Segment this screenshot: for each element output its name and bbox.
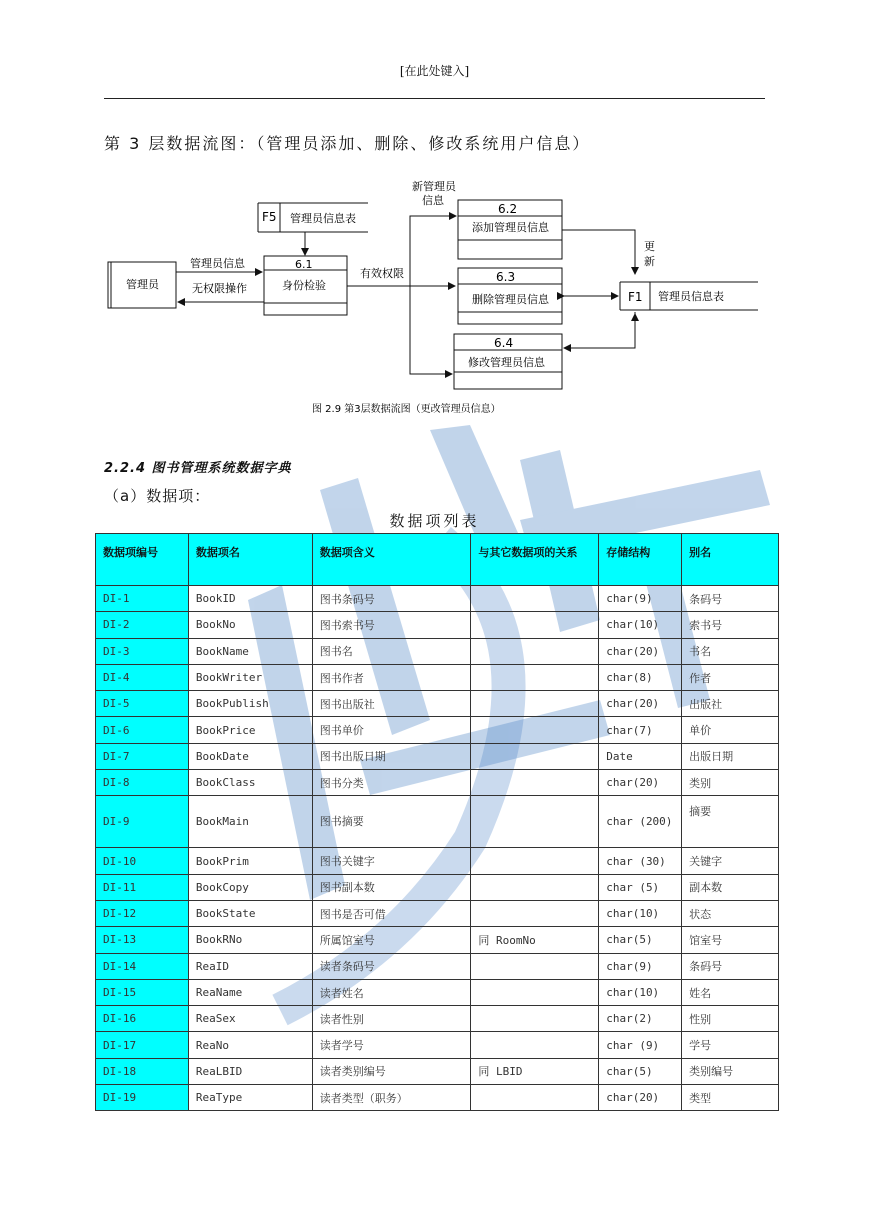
table-cell: char (200) — [599, 796, 682, 848]
table-cell: 图书索书号 — [312, 612, 471, 638]
table-cell: 类型 — [682, 1085, 779, 1111]
table-row — [96, 612, 779, 638]
table-cell: BookPrice — [188, 717, 312, 743]
table-row — [96, 979, 779, 1005]
table-cell — [471, 874, 599, 900]
svg-text:管理员信息表: 管理员信息表 — [290, 212, 356, 225]
table-cell: DI-6 — [96, 717, 189, 743]
table-cell: ReaSex — [188, 1006, 312, 1032]
table-row — [96, 1058, 779, 1084]
table-cell — [471, 1032, 599, 1058]
table-cell: 读者姓名 — [312, 979, 471, 1005]
table-cell: BookCopy — [188, 874, 312, 900]
table-cell: char(20) — [599, 638, 682, 664]
table-cell: DI-5 — [96, 691, 189, 717]
table-cell: 条码号 — [682, 586, 779, 612]
svg-text:管理员信息表: 管理员信息表 — [658, 290, 724, 303]
flow-new-admin-line2: 信息 — [422, 194, 444, 207]
table-cell: 图书关键字 — [312, 848, 471, 874]
table-row — [96, 664, 779, 690]
table-cell: 索书号 — [682, 612, 779, 638]
process-6-2 — [458, 200, 562, 259]
table-row — [96, 874, 779, 900]
table-cell: 作者 — [682, 664, 779, 690]
table-cell: 图书单价 — [312, 717, 471, 743]
table-cell: 所属馆室号 — [312, 927, 471, 953]
table-cell: DI-2 — [96, 612, 189, 638]
table-cell: 条码号 — [682, 953, 779, 979]
table-row — [96, 691, 779, 717]
table-row — [96, 638, 779, 664]
column-header: 数据项名 — [188, 534, 312, 586]
table-cell: DI-13 — [96, 927, 189, 953]
svg-text:删除管理员信息: 删除管理员信息 — [472, 293, 549, 306]
table-cell — [471, 770, 599, 796]
table-cell — [471, 586, 599, 612]
table-cell: char (9) — [599, 1032, 682, 1058]
table-cell: DI-11 — [96, 874, 189, 900]
column-header: 与其它数据项的关系 — [471, 534, 599, 586]
data-flow-diagram — [90, 170, 780, 425]
table-row — [96, 900, 779, 926]
table-cell: DI-15 — [96, 979, 189, 1005]
table-cell — [471, 664, 599, 690]
table-row — [96, 586, 779, 612]
table-cell: 姓名 — [682, 979, 779, 1005]
table-cell: BookDate — [188, 743, 312, 769]
table-cell: 图书摘要 — [312, 796, 471, 848]
table-cell: DI-16 — [96, 1006, 189, 1032]
table-cell: 摘要 — [682, 796, 779, 848]
table-cell: 关键字 — [682, 848, 779, 874]
table-row — [96, 1006, 779, 1032]
table-cell: DI-17 — [96, 1032, 189, 1058]
table-cell — [471, 717, 599, 743]
external-entity-admin — [108, 262, 176, 308]
table-cell: 出版社 — [682, 691, 779, 717]
svg-text:6.4: 6.4 — [494, 336, 514, 350]
table-cell: 读者类型（职务） — [312, 1085, 471, 1111]
flow-new-admin-line1: 新管理员 — [412, 180, 456, 193]
table-caption: 数据项列表 — [389, 512, 480, 530]
table-cell: 图书名 — [312, 638, 471, 664]
table-cell: DI-19 — [96, 1085, 189, 1111]
table-cell: char(10) — [599, 612, 682, 638]
table-cell: char(10) — [599, 900, 682, 926]
table-cell: BookPublish — [188, 691, 312, 717]
table-cell — [471, 979, 599, 1005]
flow-valid-permission: 有效权限 — [360, 267, 404, 280]
table-cell: char(8) — [599, 664, 682, 690]
table-cell: 读者类别编号 — [312, 1058, 471, 1084]
table-cell: char(7) — [599, 717, 682, 743]
table-cell — [471, 1006, 599, 1032]
table-cell: char(20) — [599, 691, 682, 717]
table-cell — [471, 796, 599, 848]
item-label: （a）数据项： — [104, 487, 211, 505]
table-cell: BookPrim — [188, 848, 312, 874]
table-cell: char(20) — [599, 1085, 682, 1111]
diagram-caption: 图 2.9 第3层数据流图（更改管理员信息） — [312, 404, 501, 415]
column-header: 数据项含义 — [312, 534, 471, 586]
table-cell: 读者学号 — [312, 1032, 471, 1058]
table-cell: ReaNo — [188, 1032, 312, 1058]
table-cell: 书名 — [682, 638, 779, 664]
flow-update-line1: 更 — [644, 240, 655, 253]
table-header-row — [96, 534, 779, 586]
table-row — [96, 927, 779, 953]
column-header: 存储结构 — [599, 534, 682, 586]
table-cell: 图书分类 — [312, 770, 471, 796]
table-cell: DI-9 — [96, 796, 189, 848]
svg-text:F1: F1 — [628, 290, 643, 304]
data-dictionary-table — [95, 533, 779, 1111]
table-cell: 类别 — [682, 770, 779, 796]
table-cell — [471, 848, 599, 874]
table-cell: DI-1 — [96, 586, 189, 612]
table-cell: 读者性别 — [312, 1006, 471, 1032]
table-cell: 图书条码号 — [312, 586, 471, 612]
table-row — [96, 1085, 779, 1111]
table-cell: BookNo — [188, 612, 312, 638]
table-cell — [471, 691, 599, 717]
table-cell: char(20) — [599, 770, 682, 796]
entity-label: 管理员 — [126, 278, 159, 291]
table-cell: BookState — [188, 900, 312, 926]
table-cell: DI-7 — [96, 743, 189, 769]
table-cell — [471, 953, 599, 979]
table-cell: char(5) — [599, 927, 682, 953]
process-6-1 — [264, 256, 347, 315]
table-cell: DI-4 — [96, 664, 189, 690]
sub-heading: 2.2.4 图书管理系统数据字典 — [104, 461, 292, 476]
table-row — [96, 796, 779, 848]
table-cell: 类别编号 — [682, 1058, 779, 1084]
table-cell: BookRNo — [188, 927, 312, 953]
table-cell: 图书出版日期 — [312, 743, 471, 769]
table-cell: BookName — [188, 638, 312, 664]
table-cell — [471, 1085, 599, 1111]
svg-text:6.2: 6.2 — [498, 202, 518, 216]
table-cell: 图书副本数 — [312, 874, 471, 900]
table-cell: 同 RoomNo — [471, 927, 599, 953]
table-cell: char(9) — [599, 586, 682, 612]
page-header: [在此处键入] — [399, 64, 470, 78]
table-cell: char (5) — [599, 874, 682, 900]
table-cell: DI-8 — [96, 770, 189, 796]
table-cell — [471, 743, 599, 769]
table-cell: 图书出版社 — [312, 691, 471, 717]
flow-update-line2: 新 — [644, 255, 655, 268]
table-cell: char(2) — [599, 1006, 682, 1032]
table-cell: Date — [599, 743, 682, 769]
column-header: 别名 — [682, 534, 779, 586]
data-store-f5 — [258, 203, 368, 232]
table-cell: 状态 — [682, 900, 779, 926]
table-cell: DI-10 — [96, 848, 189, 874]
header-rule — [104, 98, 765, 99]
table-cell: BookClass — [188, 770, 312, 796]
table-cell: 学号 — [682, 1032, 779, 1058]
svg-text:6.1: 6.1 — [295, 258, 313, 271]
table-row — [96, 743, 779, 769]
table-cell: ReaID — [188, 953, 312, 979]
table-row — [96, 1032, 779, 1058]
table-row — [96, 953, 779, 979]
table-cell — [471, 638, 599, 664]
table-cell: char(10) — [599, 979, 682, 1005]
table-row — [96, 848, 779, 874]
column-header: 数据项编号 — [96, 534, 189, 586]
table-cell: 图书作者 — [312, 664, 471, 690]
table-cell: BookMain — [188, 796, 312, 848]
table-cell: DI-18 — [96, 1058, 189, 1084]
table-cell: DI-14 — [96, 953, 189, 979]
table-cell: BookID — [188, 586, 312, 612]
table-cell: char (30) — [599, 848, 682, 874]
svg-text:修改管理员信息: 修改管理员信息 — [468, 356, 545, 369]
table-cell: ReaType — [188, 1085, 312, 1111]
table-cell: char(9) — [599, 953, 682, 979]
table-cell: 图书是否可借 — [312, 900, 471, 926]
table-cell: 副本数 — [682, 874, 779, 900]
table-row — [96, 717, 779, 743]
table-cell: 读者条码号 — [312, 953, 471, 979]
table-cell: 性别 — [682, 1006, 779, 1032]
table-cell: char(5) — [599, 1058, 682, 1084]
table-cell: ReaName — [188, 979, 312, 1005]
flow-admin-info: 管理员信息 — [190, 257, 245, 270]
svg-text:F5: F5 — [262, 210, 277, 224]
flow-no-permission: 无权限操作 — [192, 282, 247, 295]
table-cell — [471, 900, 599, 926]
table-cell: BookWriter — [188, 664, 312, 690]
process-6-4 — [454, 334, 562, 389]
table-row — [96, 770, 779, 796]
table-cell: DI-12 — [96, 900, 189, 926]
table-cell: 同 LBID — [471, 1058, 599, 1084]
table-cell: 出版日期 — [682, 743, 779, 769]
table-cell: ReaLBID — [188, 1058, 312, 1084]
table-cell: 单价 — [682, 717, 779, 743]
process-6-3 — [458, 268, 562, 324]
svg-text:身份检验: 身份检验 — [282, 279, 326, 292]
svg-text:添加管理员信息: 添加管理员信息 — [472, 221, 549, 234]
data-store-f1 — [620, 282, 758, 310]
table-cell — [471, 612, 599, 638]
table-cell: DI-3 — [96, 638, 189, 664]
table-cell: 馆室号 — [682, 927, 779, 953]
svg-text:6.3: 6.3 — [496, 270, 516, 284]
section-title: 第 3 层数据流图：（管理员添加、删除、修改系统用户信息） — [104, 134, 591, 153]
